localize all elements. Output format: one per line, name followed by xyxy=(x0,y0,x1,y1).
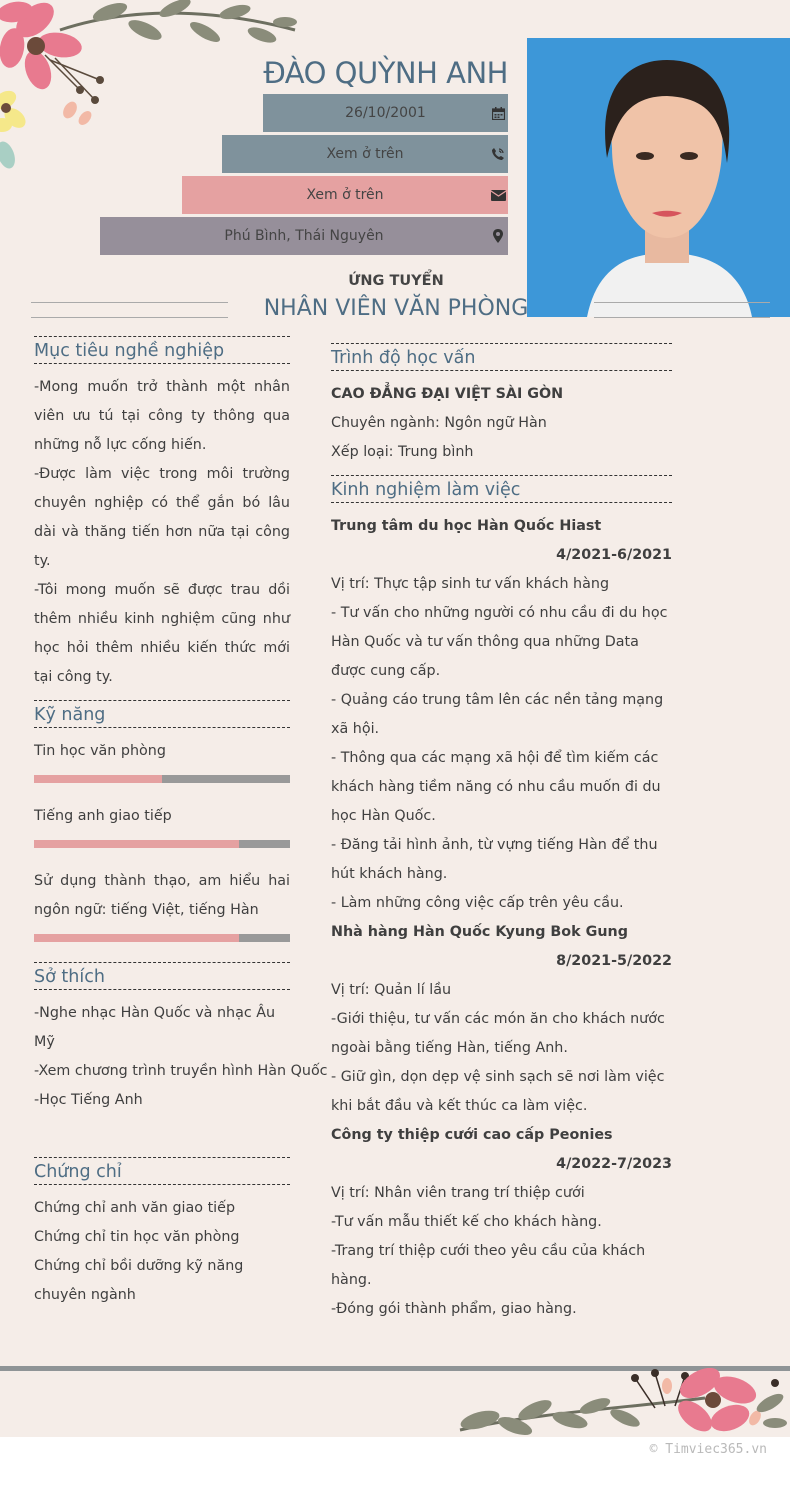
objective-title: Mục tiêu nghề nghiệp xyxy=(34,336,290,364)
skill-level-fill xyxy=(34,840,239,848)
job-line: - Quảng cáo trung tâm lên các nền tảng mạng xã hội. xyxy=(331,692,664,737)
calendar-icon xyxy=(488,94,508,132)
hobby-item: -Nghe nhạc Hàn Quốc và nhạc Âu Mỹ xyxy=(34,1005,276,1050)
certificate-item: Chứng chỉ anh văn giao tiếp xyxy=(34,1200,236,1216)
divider-right xyxy=(594,302,770,303)
certificate-item: Chứng chỉ bồi dưỡng kỹ năng chuyên ngành xyxy=(34,1258,244,1303)
skill-label: Tiếng anh giao tiếp xyxy=(34,808,172,824)
job-entry xyxy=(331,918,672,1121)
email-value: Xem ở trên xyxy=(306,187,384,203)
job-company: Trung tâm du học Hàn Quốc Hiast xyxy=(331,518,602,534)
job-company: Công ty thiệp cưới cao cấp Peonies xyxy=(331,1127,613,1143)
objective-paragraph: -Được làm việc trong môi trường chuyên nghiệp có thể gắn bó lâu dài và thăng tiến hơn nữa tại công ty. xyxy=(34,466,290,569)
skill-level-bar xyxy=(34,775,290,783)
contact-address xyxy=(100,217,508,255)
job-list xyxy=(331,512,672,1324)
right-column xyxy=(331,343,672,1324)
phone-icon xyxy=(488,135,508,173)
job-period: 4/2022-7/2023 xyxy=(556,1156,672,1172)
job-line: -Tư vấn mẫu thiết kế cho khách hàng. xyxy=(331,1214,602,1230)
job-company: Nhà hàng Hàn Quốc Kyung Bok Gung xyxy=(331,924,628,940)
job-entry xyxy=(331,1121,672,1324)
certificates-title: Chứng chỉ xyxy=(34,1157,290,1185)
divider-left-2 xyxy=(31,317,228,318)
skill-level-bar xyxy=(34,934,290,942)
skill-label: Sử dụng thành thạo, am hiểu hai ngôn ngữ: tiếng Việt, tiếng Hàn xyxy=(34,873,290,918)
job-entry xyxy=(331,512,672,918)
envelope-icon xyxy=(488,176,508,214)
skill-level-fill xyxy=(34,775,162,783)
birthday-value: 26/10/2001 xyxy=(345,105,426,121)
skills-title: Kỹ năng xyxy=(34,700,290,728)
education-major: Chuyên ngành: Ngôn ngữ Hàn xyxy=(331,415,547,431)
job-line: - Tư vấn cho những người có nhu cầu đi du học Hàn Quốc và tư vấn thông qua những Data được cung cấp. xyxy=(331,605,668,679)
job-line: -Đóng gói thành phẩm, giao hàng. xyxy=(331,1301,577,1317)
job-period: 8/2021-5/2022 xyxy=(556,953,672,969)
skill-label: Tin học văn phòng xyxy=(34,743,166,759)
contact-email xyxy=(182,176,508,214)
copyright-text: © Timviec365.vn xyxy=(649,1442,767,1457)
phone-value: Xem ở trên xyxy=(326,146,404,162)
job-line: - Làm những công việc cấp trên yêu cầu. xyxy=(331,895,624,911)
job-line: Vị trí: Quản lí lầu xyxy=(331,982,452,998)
certificate-item: Chứng chỉ tin học văn phòng xyxy=(34,1229,240,1245)
left-column xyxy=(34,336,328,1310)
education-grade: Xếp loại: Trung bình xyxy=(331,444,474,460)
job-period: 4/2021-6/2021 xyxy=(556,547,672,563)
job-line: - Đăng tải hình ảnh, từ vựng tiếng Hàn để thu hút khách hàng. xyxy=(331,837,658,882)
contact-birthday xyxy=(263,94,508,132)
education-school: CAO ĐẲNG ĐẠI VIỆT SÀI GÒN xyxy=(331,386,564,402)
job-line: - Thông qua các mạng xã hội để tìm kiếm các khách hàng tiềm năng có nhu cầu muốn đi du học Hàn Quốc. xyxy=(331,750,661,824)
experience-title: Kinh nghiệm làm việc xyxy=(331,475,672,503)
job-line: Vị trí: Thực tập sinh tư vấn khách hàng xyxy=(331,576,610,592)
profile-photo xyxy=(527,38,790,317)
skill-level-fill xyxy=(34,934,239,942)
candidate-name: ĐÀO QUỲNH ANH xyxy=(263,56,508,90)
apply-position: NHÂN VIÊN VĂN PHÒNG xyxy=(263,296,529,321)
job-line: - Giữ gìn, dọn dẹp vệ sinh sạch sẽ nơi làm việc khi bắt đầu và kết thúc ca làm việc. xyxy=(331,1069,665,1114)
objective-paragraph: -Mong muốn trở thành một nhân viên ưu tú tại công ty thông qua những nỗ lực cống hiến. xyxy=(34,379,290,453)
hobby-item: -Xem chương trình truyền hình Hàn Quốc xyxy=(34,1063,328,1079)
floral-decoration-bottom xyxy=(455,1368,790,1437)
contact-phone xyxy=(222,135,508,173)
divider-left xyxy=(31,302,228,303)
education-title: Trình độ học vấn xyxy=(331,343,672,371)
hobbies-title: Sở thích xyxy=(34,962,290,990)
job-line: -Giới thiệu, tư vấn các món ăn cho khách nước ngoài bằng tiếng Hàn, tiếng Anh. xyxy=(331,1011,665,1056)
job-line: Vị trí: Nhân viên trang trí thiệp cưới xyxy=(331,1185,585,1201)
job-line: -Trang trí thiệp cưới theo yêu cầu của khách hàng. xyxy=(331,1243,646,1288)
objective-paragraph: -Tôi mong muốn sẽ được trau dồi thêm nhiều kinh nghiệm cũng như học hỏi thêm nhiều kiến thức mới tại công ty. xyxy=(34,582,290,685)
skill-level-bar xyxy=(34,840,290,848)
hobby-item: -Học Tiếng Anh xyxy=(34,1092,143,1108)
divider-right-2 xyxy=(594,317,770,318)
apply-label: ỨNG TUYỂN xyxy=(348,273,444,289)
map-marker-icon xyxy=(488,217,508,255)
address-value: Phú Bình, Thái Nguyên xyxy=(224,228,384,244)
